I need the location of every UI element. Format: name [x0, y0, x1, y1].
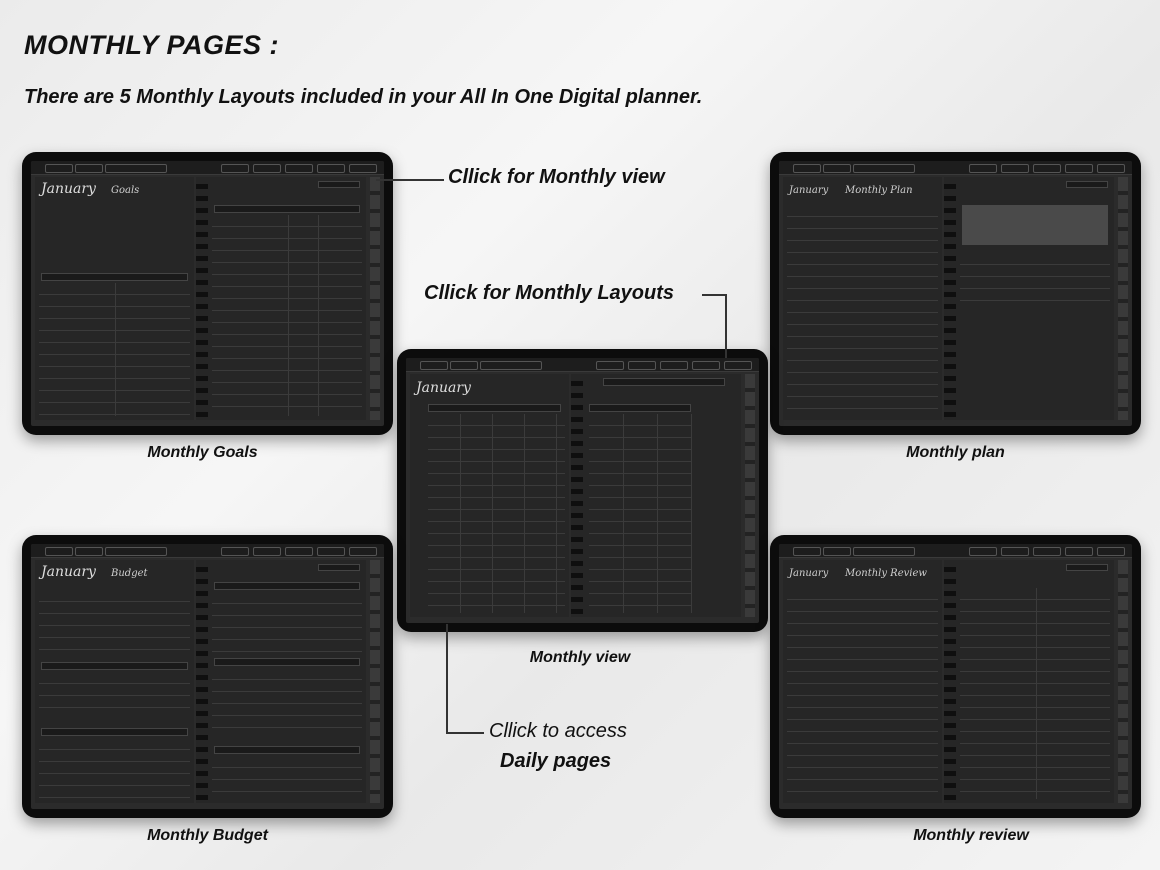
- callout-line-monthly-layouts: [702, 294, 727, 296]
- view-left-page: [410, 374, 569, 617]
- tablet-monthly-goals[interactable]: [22, 152, 393, 435]
- month-title: January: [41, 564, 96, 580]
- notes-box: [962, 205, 1109, 245]
- page-title: MONTHLY PAGES :: [24, 30, 280, 60]
- debt-lines: [212, 668, 363, 738]
- expenses-lines: [39, 672, 190, 716]
- calendar-grid: [589, 414, 692, 613]
- bills-lines: [212, 592, 363, 652]
- callout-line-daily-vertical: [446, 624, 448, 734]
- bills-header: [214, 582, 361, 590]
- side-tabs[interactable]: [1118, 560, 1128, 803]
- planner-nav-bar[interactable]: [31, 544, 384, 558]
- callout-line-monthly-layouts-vertical: [725, 294, 727, 358]
- monthly-view-button[interactable]: [318, 181, 360, 188]
- month-title: January: [41, 181, 96, 197]
- plan-page-title: Monthly Plan: [845, 185, 913, 196]
- debt-header: [214, 658, 361, 666]
- plan-screen: [779, 161, 1132, 426]
- goals-left-page: [35, 177, 194, 420]
- column-divider: [556, 414, 557, 613]
- weekday-header: [428, 404, 561, 412]
- monthly-view-button[interactable]: [1066, 564, 1108, 571]
- summary-header: [214, 746, 361, 754]
- side-tabs[interactable]: [370, 560, 380, 803]
- column-divider: [460, 414, 461, 613]
- goals-right-page: [208, 177, 367, 420]
- column-divider: [657, 414, 658, 613]
- tablet-monthly-budget[interactable]: [22, 535, 393, 818]
- plan-right-page: [956, 177, 1115, 420]
- column-divider: [492, 414, 493, 613]
- plan-left-page: [783, 177, 942, 420]
- column-divider: [623, 414, 624, 613]
- callout-daily-line1: Cllick to access: [489, 720, 627, 742]
- column-divider: [524, 414, 525, 613]
- side-tabs[interactable]: [745, 374, 755, 617]
- savings-header: [41, 728, 188, 736]
- todo-lines: [960, 253, 1111, 303]
- view-screen: [406, 358, 759, 623]
- callout-line-daily: [446, 732, 484, 734]
- habit-table-header: [214, 205, 361, 213]
- goals-page-title: Goals: [111, 185, 140, 196]
- goals-table-header: [41, 273, 188, 281]
- month-title: January: [789, 185, 829, 196]
- review-lines: [787, 588, 938, 799]
- callout-daily-line2: Daily pages: [500, 750, 612, 772]
- savings-lines: [39, 738, 190, 799]
- page-subtitle: There are 5 Monthly Layouts included in your All In One Digital planner.: [24, 86, 703, 108]
- planner-nav-bar[interactable]: [779, 544, 1132, 558]
- side-tabs[interactable]: [370, 177, 380, 420]
- column-divider: [115, 283, 116, 416]
- budget-screen: [31, 544, 384, 809]
- weekday-header: [589, 404, 691, 412]
- tablet-monthly-review[interactable]: [770, 535, 1141, 818]
- caption-monthly-view: Monthly view: [529, 649, 631, 666]
- tablet-monthly-plan[interactable]: [770, 152, 1141, 435]
- view-right-page: [583, 374, 742, 617]
- monthly-view-button[interactable]: [318, 564, 360, 571]
- callout-monthly-view: Cllick for Monthly view: [448, 166, 665, 188]
- plan-lines: [787, 205, 938, 416]
- layout-buttons[interactable]: [603, 378, 725, 386]
- planner-nav-bar[interactable]: [31, 161, 384, 175]
- review-screen: [779, 544, 1132, 809]
- expenses-header: [41, 662, 188, 670]
- monthly-view-button[interactable]: [1066, 181, 1108, 188]
- column-divider: [288, 215, 289, 416]
- month-title: January: [789, 568, 829, 579]
- column-divider: [1036, 588, 1037, 799]
- review-right-page: [956, 560, 1115, 803]
- caption-monthly-review: Monthly review: [913, 827, 1029, 844]
- review-page-title: Monthly Review: [845, 568, 927, 579]
- caption-monthly-plan: Monthly plan: [906, 444, 1005, 461]
- budget-page-title: Budget: [111, 568, 148, 579]
- calendar-grid: [428, 414, 565, 613]
- income-lines: [39, 590, 190, 650]
- month-title: January: [416, 380, 471, 396]
- summary-lines: [212, 756, 363, 799]
- callout-monthly-layouts: Cllick for Monthly Layouts: [424, 282, 675, 304]
- column-divider: [318, 215, 319, 416]
- goals-screen: [31, 161, 384, 426]
- side-tabs[interactable]: [1118, 177, 1128, 420]
- callout-line-monthly-view: [376, 179, 444, 181]
- budget-left-page: [35, 560, 194, 803]
- review-left-page: [783, 560, 942, 803]
- column-divider: [691, 414, 692, 613]
- tablet-monthly-view[interactable]: [397, 349, 768, 632]
- caption-monthly-goals: Monthly Goals: [147, 444, 258, 461]
- planner-nav-bar[interactable]: [406, 358, 759, 372]
- budget-right-page: [208, 560, 367, 803]
- planner-nav-bar[interactable]: [779, 161, 1132, 175]
- caption-monthly-budget: Monthly Budget: [147, 827, 268, 844]
